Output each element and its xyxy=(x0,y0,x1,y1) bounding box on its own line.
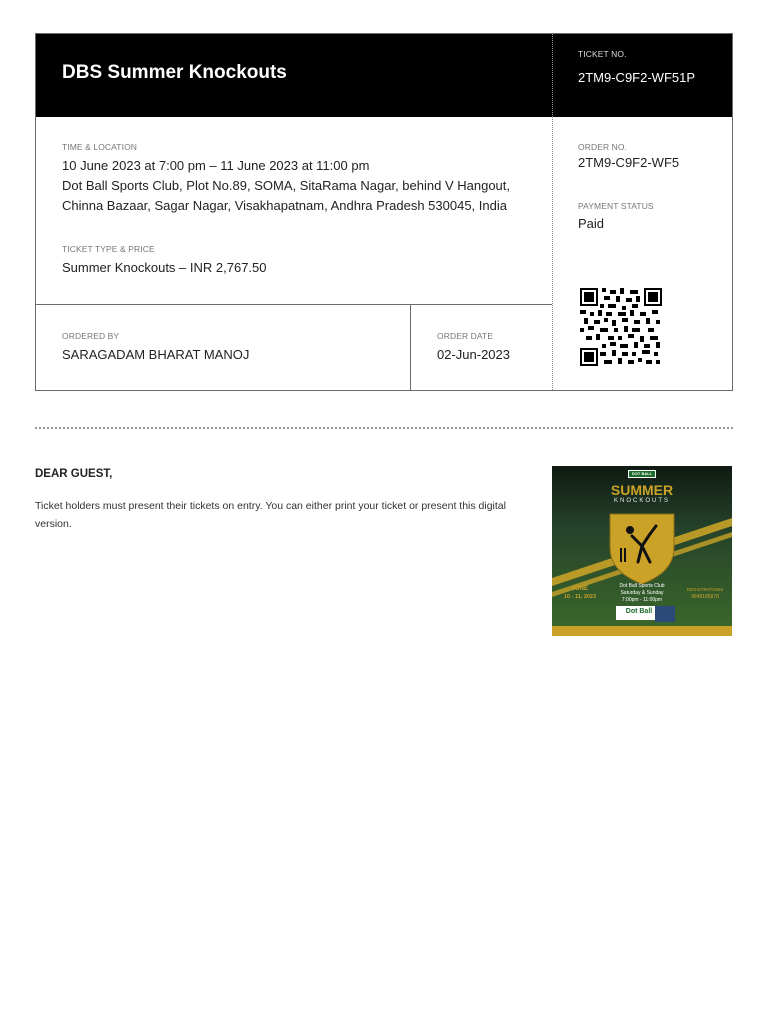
poster-brand: DOT BALL xyxy=(631,471,653,476)
row-divider xyxy=(36,304,552,305)
ordered-by-value: SARAGADAM BHARAT MANOJ xyxy=(62,347,250,362)
poster-reg-phone: 9848185878 xyxy=(691,594,719,600)
ticket-type-label: TICKET TYPE & PRICE xyxy=(62,244,155,254)
dotted-separator xyxy=(35,427,733,429)
ordered-by-label: ORDERED BY xyxy=(62,331,120,341)
poster-reg-label: REGISTRATIONS xyxy=(686,587,724,592)
poster-weekdays: Saturday & Sunday xyxy=(620,590,664,596)
poster-venue: Dot Ball Sports Club xyxy=(619,583,665,589)
ticket-card xyxy=(35,33,733,391)
entry-instructions: Ticket holders must present their tickets on entry. You can either print your ticket or present this digital version. xyxy=(35,500,506,530)
event-poster xyxy=(552,466,732,636)
poster-time: 7:00pm - 11:00pm xyxy=(621,597,663,603)
cell-divider xyxy=(410,304,411,390)
payment-status-value: Paid xyxy=(578,216,605,231)
event-address-line1: Dot Ball Sports Club, Plot No.89, SOMA, SitaRama Nagar, behind V Hangout, xyxy=(62,178,511,193)
order-no-value: 2TM9-C9F2-WF5 xyxy=(578,155,680,170)
ticket-no-label: TICKET NO. xyxy=(578,49,627,59)
ticket-no-value: 2TM9-C9F2-WF51P xyxy=(578,70,696,85)
time-location-label: TIME & LOCATION xyxy=(62,142,138,152)
qr-code-icon xyxy=(580,288,662,366)
poster-days: 10 - 11, 2023 xyxy=(563,594,597,600)
payment-status-label: PAYMENT STATUS xyxy=(578,201,654,211)
ticket-header xyxy=(36,34,732,117)
poster-month: JUNE xyxy=(571,586,588,592)
order-date-label: ORDER DATE xyxy=(437,331,494,341)
poster-partner: Dot Ball xyxy=(625,608,653,615)
order-date-value: 02-Jun-2023 xyxy=(437,347,510,362)
ticket-type-value: Summer Knockouts – INR 2,767.50 xyxy=(62,260,267,275)
event-datetime: 10 June 2023 at 7:00 pm – 11 June 2023 at 11:00 pm xyxy=(62,158,370,173)
header-divider xyxy=(552,34,553,117)
order-no-label: ORDER NO. xyxy=(578,142,628,152)
event-address-line2: Chinna Bazaar, Sagar Nagar, Visakhapatnam, Andhra Pradesh 530045, India xyxy=(62,198,507,213)
event-title: DBS Summer Knockouts xyxy=(62,62,287,83)
column-divider xyxy=(552,117,553,390)
poster-title: SUMMER xyxy=(610,482,674,498)
poster-subtitle: KNOCKOUTS xyxy=(613,498,670,504)
greeting: DEAR GUEST, xyxy=(35,468,113,480)
